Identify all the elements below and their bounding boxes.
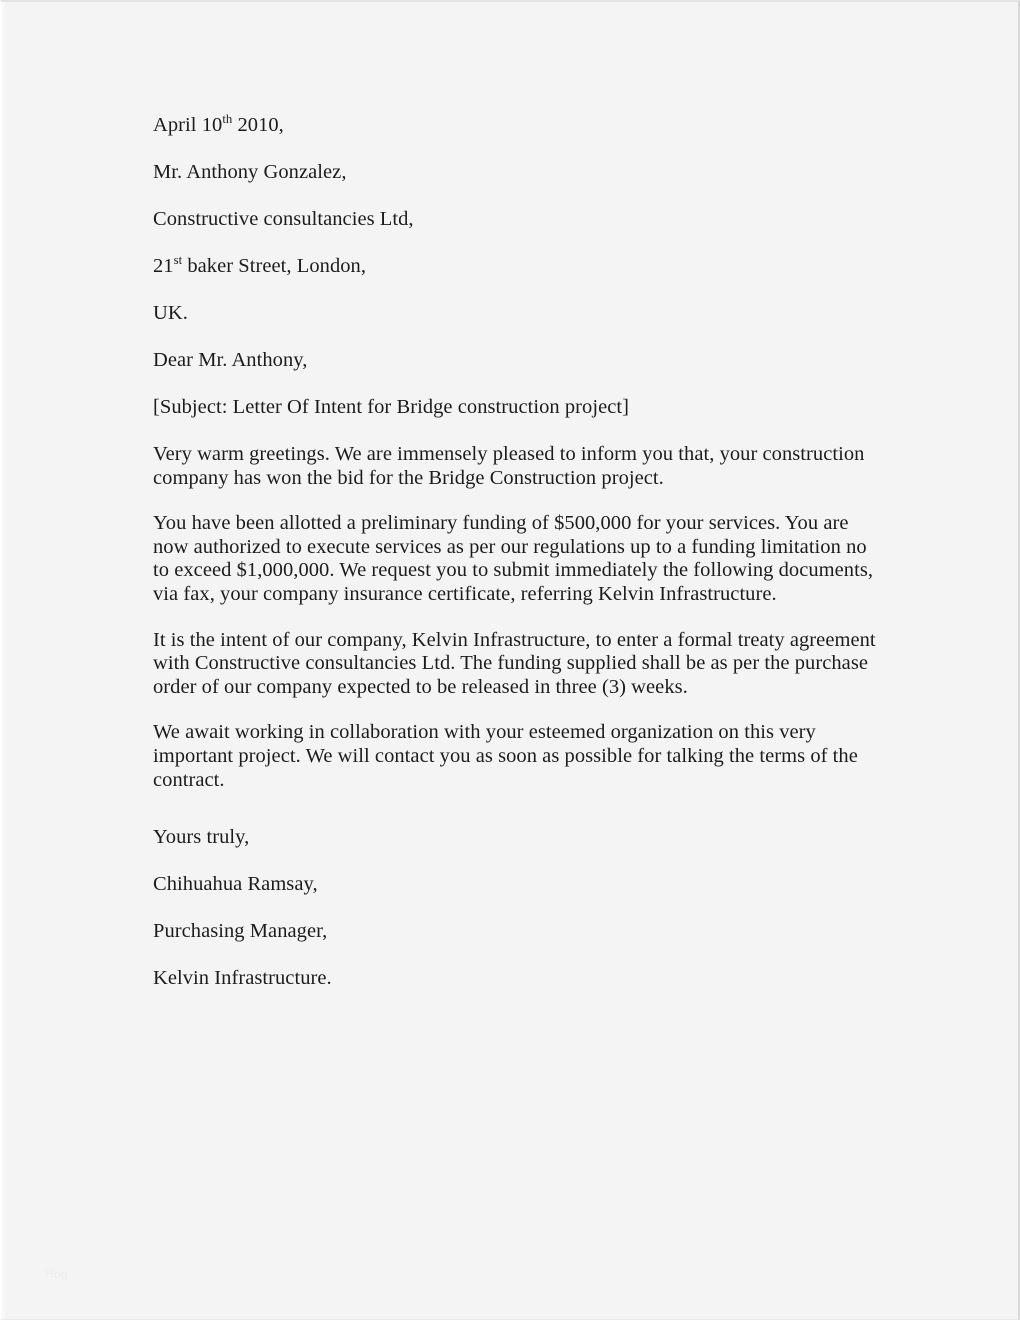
recipient-street [153, 255, 879, 278]
body-paragraph-2: You have been allotted a preliminary funding of $500,000 for your services. You are now authorized to execute services as per our regulations up to a funding limitation no to exceed $1,000,000. We request you to submit immediately the following documents, via fax, your company insurance certificate, referring Kelvin Infrastructure. [153, 512, 874, 605]
street-ordinal-suffix: st [173, 253, 183, 268]
salutation: Dear Mr. Anthony, [153, 349, 308, 371]
recipient-name: Mr. Anthony Gonzalez, [153, 161, 347, 183]
subject-line: [Subject: Letter Of Intent for Bridge construction project] [153, 396, 630, 418]
street-rest: baker Street, London, [182, 255, 367, 277]
street-number: 21 [153, 255, 174, 277]
date-ordinal-suffix: th [222, 112, 233, 127]
recipient-company: Constructive consultancies Ltd, [153, 208, 414, 230]
date-year: 2010, [232, 114, 284, 136]
body-paragraph-3: It is the intent of our company, Kelvin Infrastructure, to enter a formal treaty agreement with Constructive consultancies Ltd. The funding supplied shall be as per the purchase order of our company expected to be released in three (3) weeks. [153, 628, 876, 698]
body-paragraph-4: We await working in collaboration with your esteemed organization on this very important project. We will contact you as soon as possible for talking the terms of the contract. [153, 721, 858, 791]
closing-spacer [153, 814, 879, 826]
recipient-country: UK. [153, 302, 188, 324]
valediction: Yours truly, [153, 826, 250, 849]
page-watermark: Hog [45, 1267, 69, 1281]
letter-date [153, 114, 879, 137]
signer-name: Chihuahua Ramsay, [153, 873, 318, 896]
page-content-area [2, 2, 1018, 1319]
signature-block [153, 826, 879, 990]
signer-title: Purchasing Manager, [153, 920, 328, 943]
body-paragraph-1: Very warm greetings. We are immensely pleased to inform you that, your construction company has won the bid for the Bridge Construction project. [153, 443, 865, 489]
date-month-day: April 10 [153, 114, 223, 136]
signer-company: Kelvin Infrastructure. [153, 967, 332, 990]
letter-body [153, 114, 879, 1014]
